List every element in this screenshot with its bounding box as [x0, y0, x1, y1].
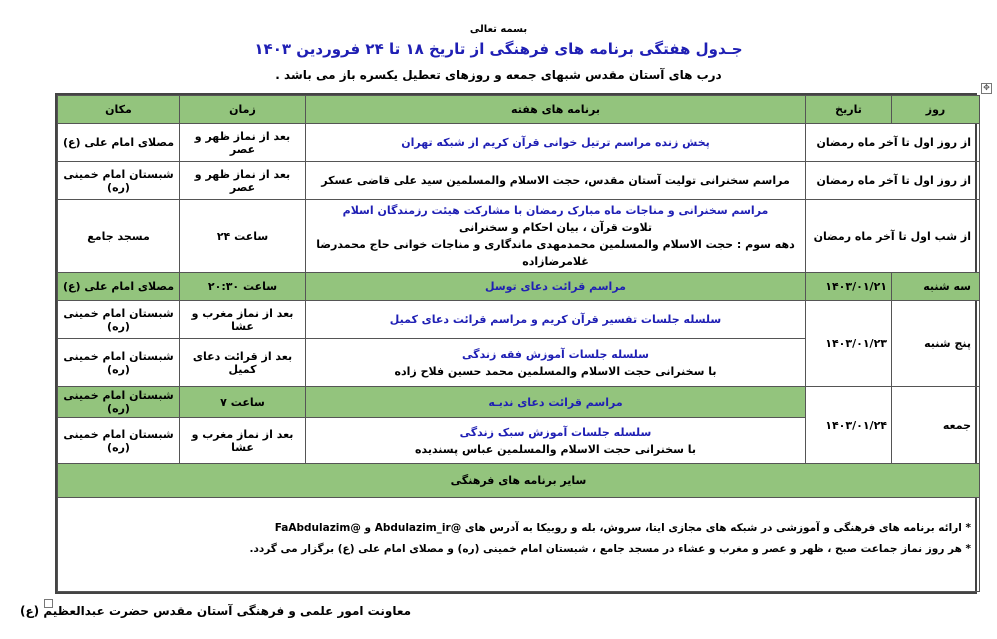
section-header-row	[58, 464, 980, 498]
time-cell: ساعت ۲۰:۳۰	[180, 273, 306, 301]
place-cell: شبستان امام خمینی (ره)	[58, 162, 180, 200]
program-line: سلسله جلسات آموزش سبک زندگی	[459, 425, 652, 439]
notes-cell	[58, 498, 980, 592]
day-cell: سه شنبه	[892, 273, 980, 301]
program-cell	[306, 301, 806, 339]
time-cell: بعد از نماز ظهر و عصر	[180, 124, 306, 162]
program-line: مراسم قرائت دعای ندبـه	[488, 395, 623, 409]
note-congregational-prayer: * هر روز نماز جماعت صبح ، ظهر و عصر و مغرب و عشاء در مسجد جامع ، شبستان امام خمینی (ره) و مصلای امام علی (ع) برگزار می گردد.	[249, 543, 971, 555]
time-cell: ساعت ۲۴	[180, 200, 306, 273]
note-social-media: * ارائه برنامه های فرهنگی و آموزشی در شبکه های مجازی ایتا، سروش، بله و روبیکا به آدرس های @Abdulazim_ir و @FaAbdulazim	[274, 522, 971, 534]
day-cell: پنج شنبه	[892, 301, 980, 387]
program-cell	[306, 273, 806, 301]
other-programs-header: سایر برنامه های فرهنگی	[58, 464, 980, 498]
date-cell: ۱۴۰۳/۰۱/۲۳	[806, 301, 892, 387]
page-subtitle: درب های آستان مقدس شبهای جمعه و روزهای تعطیل یکسره باز می باشد .	[275, 68, 722, 82]
place-cell: شبستان امام خمینی (ره)	[58, 301, 180, 339]
col-header-day: روز	[892, 96, 980, 124]
program-cell	[306, 339, 806, 387]
time-cell: بعد از نماز مغرب و عشا	[180, 301, 306, 339]
date-cell: ۱۴۰۳/۰۱/۲۴	[806, 387, 892, 464]
program-line: با سخنرانی حجت الاسلام والمسلمین عباس پسندیده	[414, 442, 697, 456]
program-line: سلسله جلسات آموزش فقه زندگی	[462, 347, 649, 361]
col-header-place: مکان	[58, 96, 180, 124]
day-cell: از روز اول تا آخر ماه رمضان	[806, 124, 980, 162]
table-row	[58, 273, 980, 301]
footer-signature: معاونت امور علمی و فرهنگی آستان مقدس حضرت عبدالعظیم (ع)	[20, 604, 412, 618]
date-cell: ۱۴۰۳/۰۱/۲۱	[806, 273, 892, 301]
table-row	[58, 200, 980, 273]
time-cell: بعد از نماز ظهر و عصر	[180, 162, 306, 200]
place-cell: مصلای امام علی (ع)	[58, 273, 180, 301]
program-cell	[306, 200, 806, 273]
day-cell: از شب اول تا آخر ماه رمضان	[806, 200, 980, 273]
time-cell: بعد از قرائت دعای کمیل	[180, 339, 306, 387]
bismillah: بسمه تعالی	[469, 24, 528, 35]
place-cell: شبستان امام خمینی (ره)	[58, 339, 180, 387]
day-cell: از روز اول تا آخر ماه رمضان	[806, 162, 980, 200]
program-line: تلاوت قرآن ، بیان احکام و سخنرانی	[458, 221, 653, 234]
col-header-program: برنامه های هفته	[306, 96, 806, 124]
table-row	[58, 124, 980, 162]
notes-row	[58, 498, 980, 592]
program-line: سلسله جلسات تفسیر قرآن کریم و مراسم قرائت دعای کمیل	[389, 313, 722, 326]
table-move-handle-icon[interactable]: ✥	[981, 83, 992, 94]
program-line: پخش زنده مراسم ترتیل خوانی قرآن کریم از شبکه تهران	[401, 136, 710, 149]
place-cell: مسجد جامع	[58, 200, 180, 273]
program-cell	[306, 124, 806, 162]
col-header-time: زمان	[180, 96, 306, 124]
program-cell	[306, 162, 806, 200]
place-cell: شبستان امام خمینی (ره)	[58, 418, 180, 464]
program-line: دهه سوم : حجت الاسلام والمسلمین محمدمهدی ماندگاری و مناجات خوانی حاج محمدرضا غلامرضازاده	[316, 238, 795, 268]
program-line: مراسم سخنرانی تولیت آستان مقدس، حجت الاسلام والمسلمین سید علی قاضی عسکر	[321, 174, 790, 187]
program-line: مراسم سخنرانی و مناجات ماه مبارک رمضان با مشارکت هیئت رزمندگان اسلام	[342, 204, 769, 217]
table-header-row	[58, 96, 980, 124]
time-cell: ساعت ۷	[180, 387, 306, 418]
place-cell: مصلای امام علی (ع)	[58, 124, 180, 162]
program-line: با سخنرانی حجت الاسلام والمسلمین محمد حسین فلاح زاده	[394, 364, 717, 378]
table-row	[58, 301, 980, 339]
schedule-table	[55, 93, 977, 594]
table-row	[58, 162, 980, 200]
program-line: مراسم قرائت دعای توسل	[485, 280, 626, 293]
col-header-date: تاریخ	[806, 96, 892, 124]
place-cell: شبستان امام خمینی (ره)	[58, 387, 180, 418]
time-cell: بعد از نماز مغرب و عشا	[180, 418, 306, 464]
program-cell	[306, 418, 806, 464]
day-cell: جمعه	[892, 387, 980, 464]
page-title: جـدول هفتگی برنامه های فرهنگی از تاریخ ۱۸ تا ۲۴ فروردین ۱۴۰۳	[254, 40, 743, 58]
table-row	[58, 387, 980, 418]
program-cell	[306, 387, 806, 418]
